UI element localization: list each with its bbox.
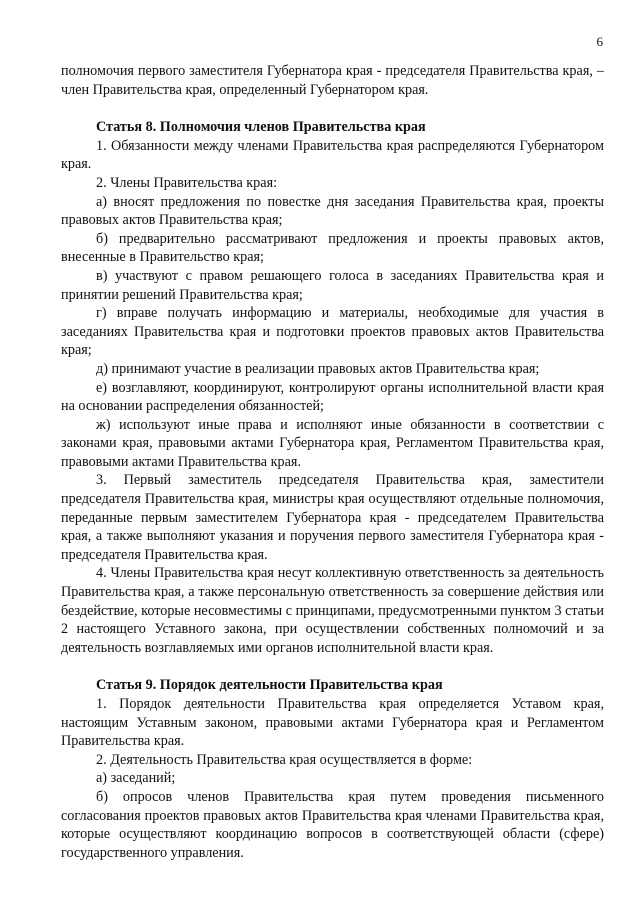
article-8-item-d: д) принимают участие в реализации правовых актов Правительства края; — [96, 360, 540, 377]
page-number: 6 — [596, 34, 603, 49]
article-8-item-a: а) вносят предложения по повестке дня заседания Правительства края, проекты правовых актов Правительства края; — [61, 193, 604, 229]
article-8-item-v: в) участвуют с правом решающего голоса в заседаниях Правительства края и принятии решений Правительства края; — [61, 267, 604, 303]
article-9-item-b: б) опросов членов Правительства края путем проведения письменного согласования проектов правовых актов Правительства края членами Правительства края, которые осуществляют координацию вопросов в соответствующей области (сфере) государственного управления. — [61, 788, 604, 861]
article-9-p1: 1. Порядок деятельности Правительства края определяется Уставом края, настоящим Уставным законом, правовыми актами Губернатора края и Регламентом Правительства края. — [61, 696, 604, 750]
article-9-item-a: а) заседаний; — [96, 770, 176, 787]
article-8-p4: 4. Члены Правительства края несут коллективную ответственность за деятельность Правительства края, а также персональную ответственность за совершение действия или бездействие, которые несовместимы с принципами, предусмотренными пунктом 3 статьи 2 настоящего Уставного закона, при осуществлении собственных полномочий и за деятельность возглавляемых ими органов исполнительной власти края. — [61, 565, 604, 656]
article-9-title: Статья 9. Порядок деятельности Правительства края — [96, 677, 443, 694]
article-8-item-b: б) предварительно рассматривают предложения и проекты правовых актов, внесенные в Правительство края; — [61, 230, 604, 266]
article-8-p1: 1. Обязанности между членами Правительства края распределяются Губернатором края. — [61, 137, 604, 173]
section-gap — [61, 657, 604, 676]
article-8-p3: 3. Первый заместитель председателя Правительства края, заместители председателя Правительства края, министры края осуществляют отдельные полномочия, переданные первым заместителем Губернатора края - председателем Правительства края, а также выполняют указания и поручения первого заместителя Губернатора края - председателя Правительства края. — [61, 472, 604, 563]
article-8-title: Статья 8. Полномочия членов Правительства края — [96, 119, 426, 136]
article-8-p2: 2. Члены Правительства края: — [96, 174, 278, 191]
document-body — [61, 62, 604, 862]
intro-paragraph: полномочия первого заместителя Губернатора края - председателя Правительства края, – член Правительства края, определенный Губернатором края. — [61, 63, 604, 98]
article-8-item-e: е) возглавляют, координируют, контролируют органы исполнительной власти края на основании распределения обязанностей; — [61, 379, 604, 415]
article-8-item-zh: ж) используют иные права и исполняют иные обязанности в соответствии с законами края, правовыми актами Губернатора края, Регламентом Правительства края, правовыми актами Правительства края. — [61, 416, 604, 470]
article-8-item-g: г) вправе получать информацию и материалы, необходимые для участия в заседаниях Правительства края и подготовки проектов правовых актов Правительства края; — [61, 305, 604, 359]
section-gap — [61, 99, 604, 118]
article-9-p2: 2. Деятельность Правительства края осуществляется в форме: — [96, 751, 473, 768]
